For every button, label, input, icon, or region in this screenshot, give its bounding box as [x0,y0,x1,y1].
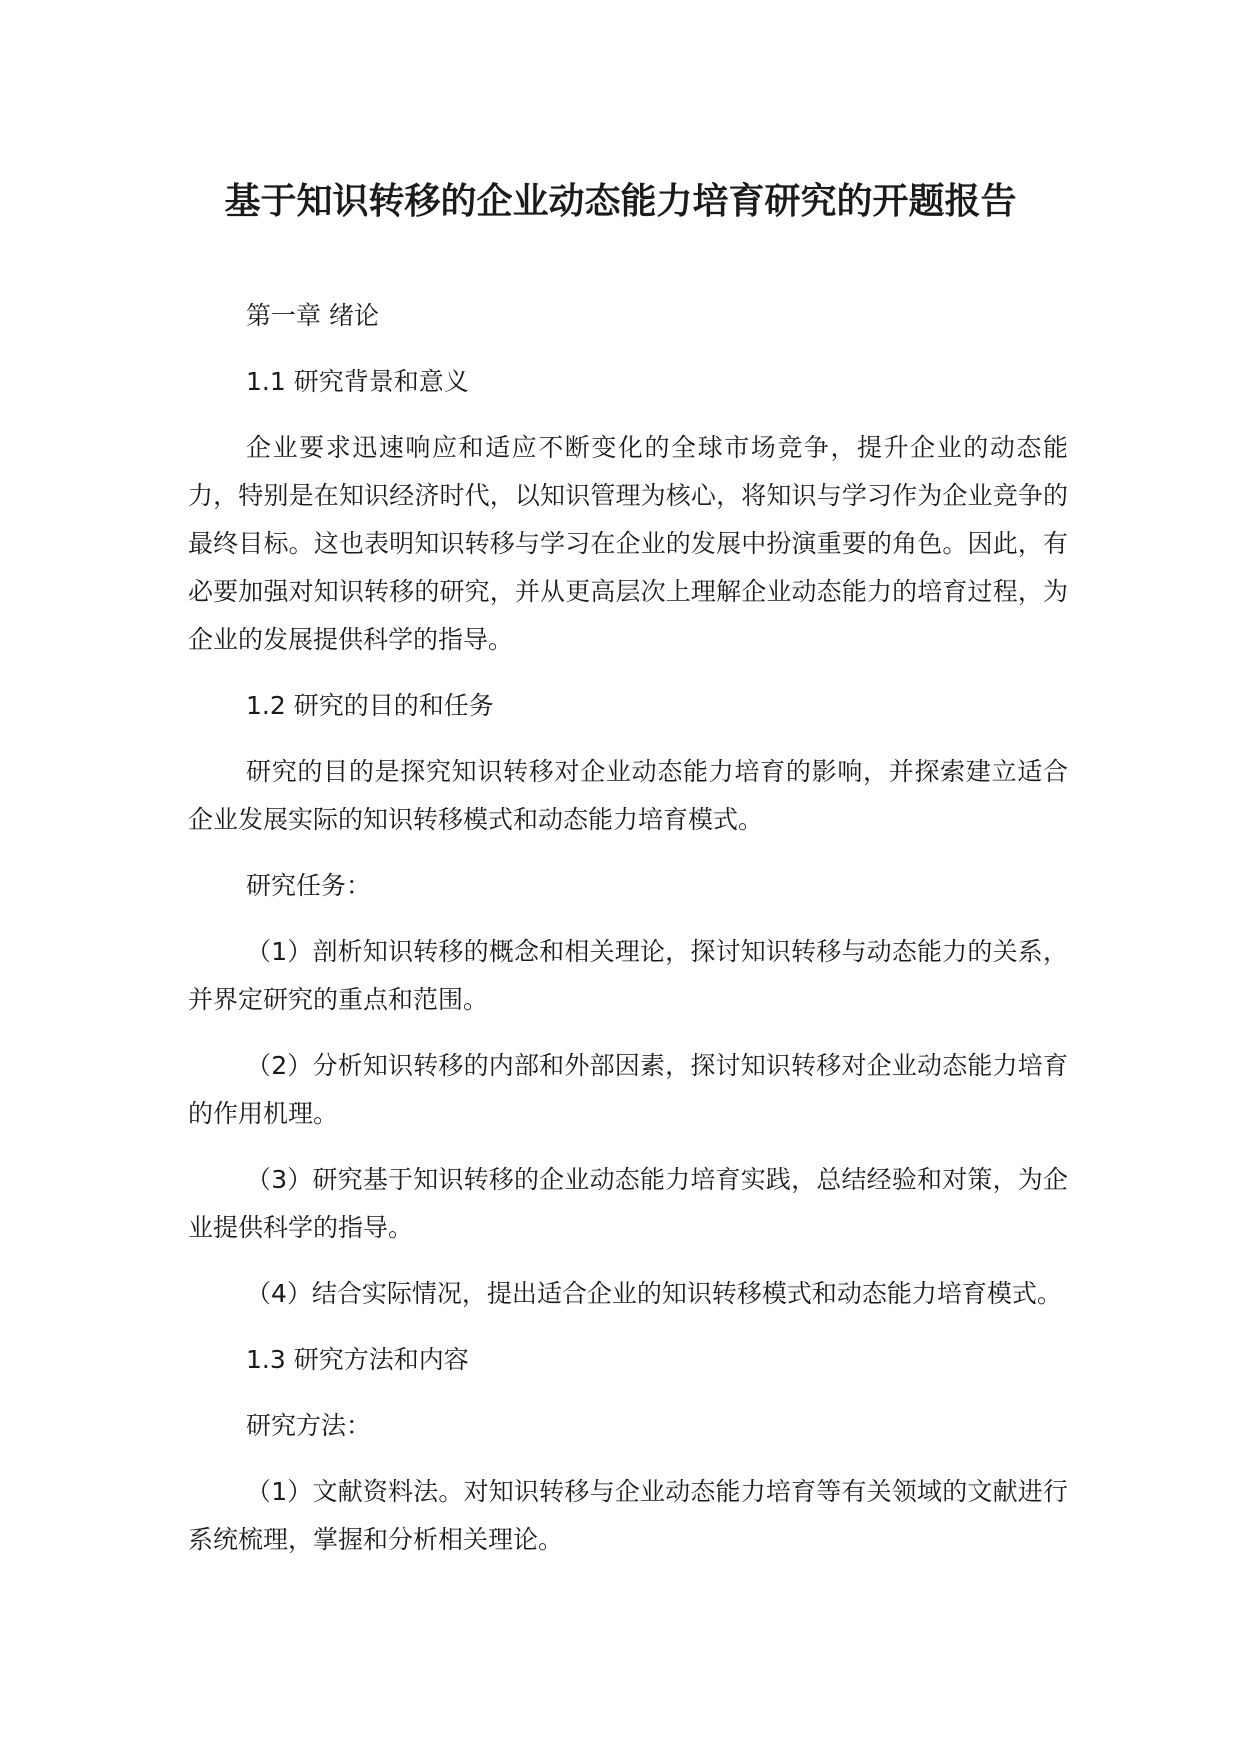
list-item-method-1: （1）文献资料法。对知识转移与企业动态能力培育等有关领域的文献进行系统梳理，掌握和分析相关理论。 [188,1477,1068,1554]
section-heading-1-1: 1.1 研究背景和意义 [246,367,469,396]
list-item-task-2: （2）分析知识转移的内部和外部因素，探讨知识转移对企业动态能力培育的作用机理。 [188,1051,1068,1128]
paragraph-background: 企业要求迅速响应和适应不断变化的全球市场竞争，提升企业的动态能力，特别是在知识经济时代，以知识管理为核心，将知识与学习作为企业竞争的最终目标。这也表明知识转移与学习在企业的发展中扮演重要的角色。因此，有必要加强对知识转移的研究，并从更高层次上理解企业动态能力的培育过程，为企业的发展提供科学的指导。 [188,433,1068,654]
paragraph-methods-label: 研究方法： [246,1411,372,1440]
list-item-task-4: （4）结合实际情况，提出适合企业的知识转移模式和动态能力培育模式。 [246,1279,1062,1308]
paragraph-tasks-label: 研究任务： [246,871,372,900]
paragraph-purpose: 研究的目的是探究知识转移对企业动态能力培育的影响，并探索建立适合企业发展实际的知识转移模式和动态能力培育模式。 [188,757,1068,834]
list-item-task-3: （3）研究基于知识转移的企业动态能力培育实践，总结经验和对策，为企业提供科学的指导。 [188,1165,1068,1242]
document-body [188,292,1068,1582]
section-heading-1-3: 1.3 研究方法和内容 [246,1345,469,1374]
section-heading-1-2: 1.2 研究的目的和任务 [246,691,494,720]
document-title: 基于知识转移的企业动态能力培育研究的开题报告 [224,181,1017,222]
chapter-heading: 第一章 绪论 [246,301,379,330]
list-item-task-1: （1）剖析知识转移的概念和相关理论，探讨知识转移与动态能力的关系，并界定研究的重点和范围。 [188,937,1068,1014]
